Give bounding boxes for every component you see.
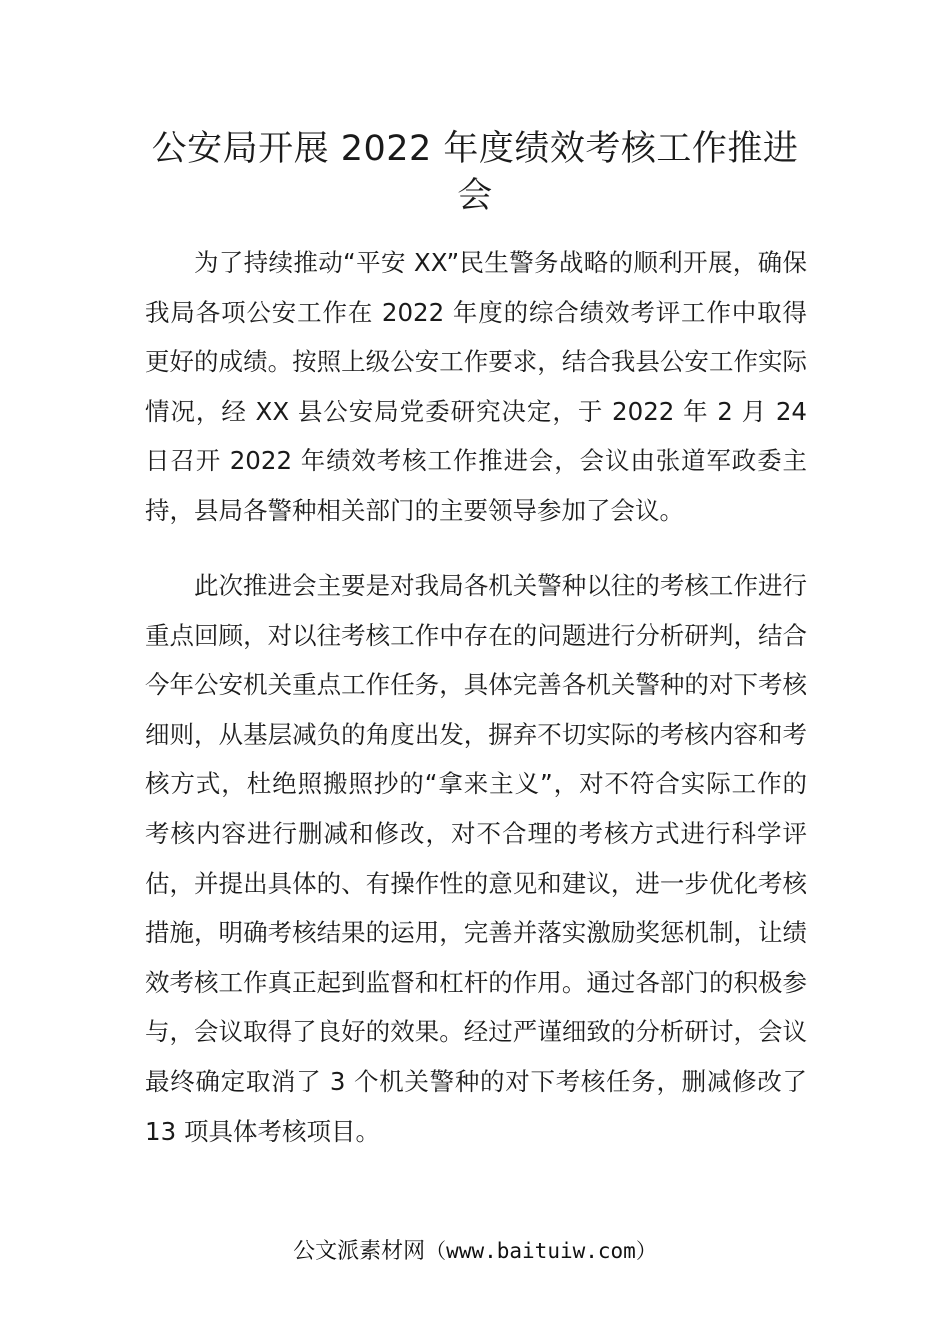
footer-url: （www.baituiw.com） (425, 1239, 657, 1263)
footer-watermark (0, 1236, 950, 1267)
document-title: 公安局开展 2022 年度绩效考核工作推进会 (151, 129, 799, 216)
paragraph-2: 此次推进会主要是对我局各机关警种以往的考核工作进行重点回顾，对以往考核工作中存在的问题进行分析研判，结合今年公安机关重点工作任务，具体完善各机关警种的对下考核细则，从基层减负的角度出发，摒弃不切实际的考核内容和考核方式，杜绝照搬照抄的“拿来主义”，对不符合实际工作的考核内容进行删减和修改，对不合理的考核方式进行科学评估，并提出具体的、有操作性的意见和建议，进一步优化考核措施，明确考核结果的运用，完善并落实激励奖惩机制，让绩效考核工作真正起到监督和杠杆的作用。通过各部门的积极参与，会议取得了良好的效果。经过严谨细致的分析研讨，会议最终确定取消了 3 个机关警种的对下考核任务，删减修改了 13 项具体考核项目。 (145, 571, 807, 1146)
footer-site-name: 公文派素材网 (293, 1239, 426, 1264)
paragraph-1: 为了持续推动“平安 XX”民生警务战略的顺利开展，确保我局各项公安工作在 2022 年度的综合绩效考评工作中取得更好的成绩。按照上级公安工作要求，结合我县公安工作实际情况，经 XX 县公安局党委研究决定，于 2022 年 2 月 24 日召开 2022 年绩效考核工作推进会，会议由张道军政委主持，县局各警种相关部门的主要领导参加了会议。 (145, 248, 807, 525)
